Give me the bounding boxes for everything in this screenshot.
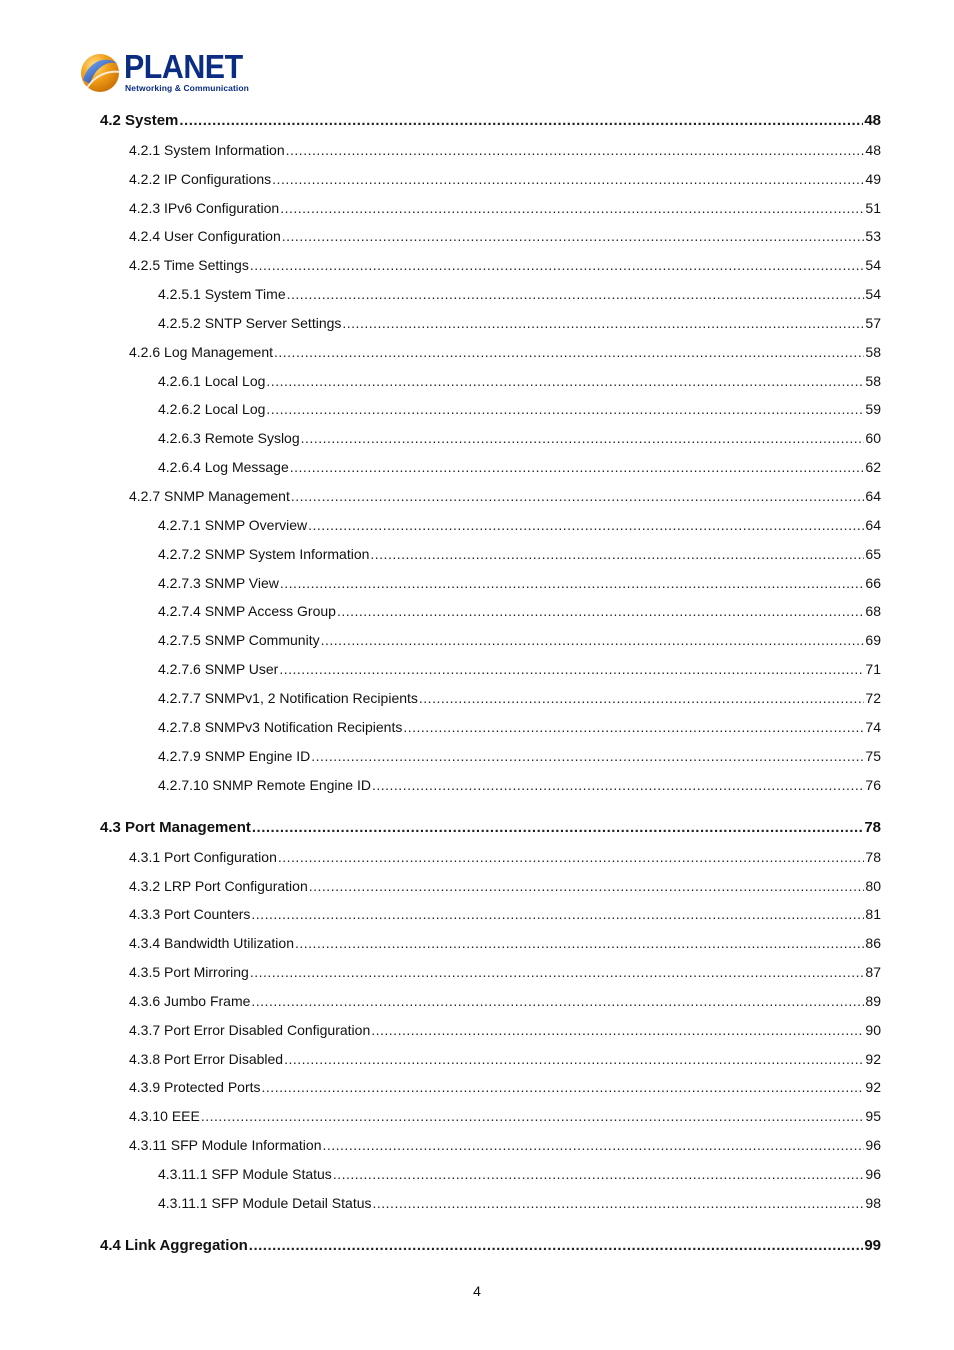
toc-leader-dots <box>250 962 865 982</box>
toc-leader-dots <box>250 255 865 275</box>
toc-leader-dots <box>284 1049 864 1069</box>
toc-entry-title: 4.3.10 EEE <box>129 1108 200 1124</box>
toc-entry-title: 4.3.7 Port Error Disabled Configuration <box>129 1022 371 1038</box>
toc-entry-title: 4.2.6 Log Management <box>129 344 273 360</box>
toc-leader-dots <box>280 573 865 593</box>
toc-entry-page: 48 <box>865 142 881 158</box>
toc-leader-dots <box>308 515 864 535</box>
toc-entry-page: 98 <box>865 1195 881 1211</box>
toc-entry-title: 4.2.7 SNMP Management <box>129 488 290 504</box>
toc-entry-title: 4.3.6 Jumbo Frame <box>129 993 251 1009</box>
toc-leader-dots <box>372 775 864 795</box>
toc-entry-title: 4.2.7.8 SNMPv3 Notification Recipients <box>158 719 403 735</box>
toc-entry[interactable] <box>100 818 881 838</box>
toc-entry[interactable] <box>158 313 881 333</box>
toc-leader-dots <box>266 371 864 391</box>
toc-entry[interactable] <box>129 342 881 362</box>
toc-entry-page: 57 <box>865 315 881 331</box>
toc-entry-page: 48 <box>864 112 881 129</box>
brand-tagline: Networking & Communication <box>125 83 249 93</box>
toc-entry-title: 4.2.6.1 Local Log <box>158 373 266 389</box>
toc-entry[interactable] <box>129 876 881 896</box>
toc-entry-page: 58 <box>865 373 881 389</box>
toc-leader-dots <box>337 601 864 621</box>
toc-entry[interactable] <box>129 255 881 275</box>
toc-entry[interactable] <box>158 428 881 448</box>
toc-entry-title: 4.2.7.6 SNMP User <box>158 661 279 677</box>
toc-leader-dots <box>274 342 864 362</box>
toc-leader-dots <box>373 1193 865 1213</box>
toc-entry-title: 4.2.4 User Configuration <box>129 228 281 244</box>
toc-leader-dots <box>278 847 865 867</box>
toc-entry-page: 92 <box>865 1079 881 1095</box>
toc-entry[interactable] <box>129 1049 881 1069</box>
toc-entry[interactable] <box>129 847 881 867</box>
toc-entry-title: 4.2.5.2 SNTP Server Settings <box>158 315 342 331</box>
toc-entry-page: 89 <box>865 993 881 1009</box>
toc-leader-dots <box>287 284 865 304</box>
toc-leader-dots <box>301 428 865 448</box>
toc-entry-title: 4.2.1 System Information <box>129 142 285 158</box>
toc-entry-title: 4.3.3 Port Counters <box>129 906 251 922</box>
toc-leader-dots <box>322 1135 864 1155</box>
toc-entry-page: 80 <box>865 878 881 894</box>
toc-entry[interactable] <box>129 169 881 189</box>
toc-leader-dots <box>311 746 864 766</box>
toc-entry[interactable] <box>129 226 881 246</box>
toc-entry-title: 4.2.7.5 SNMP Community <box>158 632 320 648</box>
toc-entry-title: 4.2.7.3 SNMP View <box>158 575 279 591</box>
toc-entry-title: 4.3.4 Bandwidth Utilization <box>129 935 294 951</box>
toc-entry-page: 51 <box>865 200 881 216</box>
toc-entry[interactable] <box>158 1193 881 1213</box>
toc-entry-title: 4.3.9 Protected Ports <box>129 1079 261 1095</box>
toc-entry-page: 76 <box>865 777 881 793</box>
toc-leader-dots <box>280 198 864 218</box>
toc-leader-dots <box>251 991 864 1011</box>
toc-entry-page: 59 <box>865 401 881 417</box>
toc-leader-dots <box>370 544 864 564</box>
toc-entry[interactable] <box>158 371 881 391</box>
toc-entry-title: 4.2.7.4 SNMP Access Group <box>158 603 336 619</box>
toc-entry-title: 4.2.7.10 SNMP Remote Engine ID <box>158 777 371 793</box>
toc-leader-dots <box>321 630 865 650</box>
toc-entry-title: 4.2.6.4 Log Message <box>158 459 289 475</box>
page-number: 4 <box>473 1283 481 1299</box>
toc-entry-page: 96 <box>865 1137 881 1153</box>
toc-entry-title: 4.3.1 Port Configuration <box>129 849 277 865</box>
toc-entry-page: 68 <box>865 603 881 619</box>
toc-entry-page: 60 <box>865 430 881 446</box>
toc-leader-dots <box>279 659 864 679</box>
toc-entry[interactable] <box>100 1236 881 1256</box>
toc-leader-dots <box>419 688 865 708</box>
toc-leader-dots <box>201 1106 865 1126</box>
toc-entry[interactable] <box>158 717 881 737</box>
toc-entry-page: 62 <box>865 459 881 475</box>
toc-entry-page: 96 <box>865 1166 881 1182</box>
toc-entry-title: 4.3.11.1 SFP Module Status <box>158 1166 332 1182</box>
toc-entry-title: 4.2.6.3 Remote Syslog <box>158 430 300 446</box>
toc-entry-title: 4.3.11.1 SFP Module Detail Status <box>158 1195 372 1211</box>
toc-entry[interactable] <box>129 198 881 218</box>
brand-name: PLANET <box>124 48 243 85</box>
toc-entry-title: 4.3.11 SFP Module Information <box>129 1137 322 1153</box>
toc-entry-page: 54 <box>865 257 881 273</box>
toc-entry-title: 4.2.5 Time Settings <box>129 257 249 273</box>
toc-entry-title: 4.2.7.7 SNMPv1, 2 Notification Recipients <box>158 690 418 706</box>
toc-leader-dots <box>272 169 864 189</box>
toc-entry-title: 4.3.8 Port Error Disabled <box>129 1051 284 1067</box>
toc-entry-title: 4.2.7.9 SNMP Engine ID <box>158 748 311 764</box>
toc-entry-title: 4.2.7.1 SNMP Overview <box>158 517 308 533</box>
toc-entry[interactable] <box>158 457 881 477</box>
toc-entry-page: 72 <box>865 690 881 706</box>
toc-entry-page: 86 <box>865 935 881 951</box>
toc-entry[interactable] <box>158 746 881 766</box>
toc-entry-page: 64 <box>865 488 881 504</box>
toc-entry[interactable] <box>158 284 881 304</box>
toc-entry-page: 71 <box>865 661 881 677</box>
toc-entry[interactable] <box>158 515 881 535</box>
toc-entry[interactable] <box>129 904 881 924</box>
toc-leader-dots <box>282 226 865 246</box>
toc-entry[interactable] <box>129 1020 881 1040</box>
toc-leader-dots <box>333 1164 865 1184</box>
globe-icon <box>78 50 122 94</box>
toc-entry-page: 75 <box>865 748 881 764</box>
toc-entry-title: 4.2.7.2 SNMP System Information <box>158 546 370 562</box>
toc-entry[interactable] <box>158 399 881 419</box>
toc-leader-dots <box>249 1236 864 1256</box>
toc-leader-dots <box>286 140 865 160</box>
toc-entry-page: 92 <box>865 1051 881 1067</box>
toc-entry[interactable] <box>158 775 881 795</box>
toc-entry[interactable] <box>158 688 881 708</box>
toc-leader-dots <box>295 933 864 953</box>
toc-entry[interactable] <box>158 659 881 679</box>
toc-entry-page: 78 <box>865 849 881 865</box>
toc-entry-title: 4.4 Link Aggregation <box>100 1237 248 1254</box>
toc-leader-dots <box>251 904 864 924</box>
toc-leader-dots <box>291 486 865 506</box>
toc-leader-dots <box>290 457 865 477</box>
toc-entry-title: 4.2.6.2 Local Log <box>158 401 266 417</box>
toc-entry[interactable] <box>129 1106 881 1126</box>
toc-entry-page: 87 <box>865 964 881 980</box>
toc-entry-page: 58 <box>865 344 881 360</box>
toc-entry-page: 81 <box>865 906 881 922</box>
toc-leader-dots <box>371 1020 864 1040</box>
toc-entry-page: 66 <box>865 575 881 591</box>
toc-entry[interactable] <box>129 486 881 506</box>
toc-entry-title: 4.2 System <box>100 112 179 129</box>
toc-leader-dots <box>262 1077 865 1097</box>
toc-entry[interactable] <box>158 630 881 650</box>
toc-leader-dots <box>252 818 863 838</box>
toc-entry-title: 4.3.5 Port Mirroring <box>129 964 249 980</box>
toc-entry[interactable] <box>100 111 881 131</box>
toc-entry[interactable] <box>158 1164 881 1184</box>
toc-entry[interactable] <box>129 962 881 982</box>
planet-logo <box>78 50 248 96</box>
toc-entry-page: 54 <box>865 286 881 302</box>
toc-entry-page: 69 <box>865 632 881 648</box>
toc-entry[interactable] <box>158 601 881 621</box>
toc-entry[interactable] <box>158 573 881 593</box>
toc-entry-page: 49 <box>865 171 881 187</box>
toc-leader-dots <box>403 717 864 737</box>
toc-entry-title: 4.2.5.1 System Time <box>158 286 286 302</box>
toc-entry[interactable] <box>129 1135 881 1155</box>
toc-entry-title: 4.2.2 IP Configurations <box>129 171 272 187</box>
toc-leader-dots <box>266 399 864 419</box>
toc-entry[interactable] <box>129 140 881 160</box>
toc-entry-page: 53 <box>865 228 881 244</box>
toc-entry-page: 90 <box>865 1022 881 1038</box>
toc-entry-title: 4.3 Port Management <box>100 819 251 836</box>
toc-entry-title: 4.2.3 IPv6 Configuration <box>129 200 280 216</box>
toc-entry[interactable] <box>129 933 881 953</box>
toc-leader-dots <box>309 876 865 896</box>
toc-entry[interactable] <box>158 544 881 564</box>
toc-entry-page: 78 <box>864 819 881 836</box>
toc-entry[interactable] <box>129 991 881 1011</box>
toc-entry-page: 65 <box>865 546 881 562</box>
toc-leader-dots <box>179 111 863 131</box>
toc-entry[interactable] <box>129 1077 881 1097</box>
toc-leader-dots <box>342 313 864 333</box>
toc-entry-title: 4.3.2 LRP Port Configuration <box>129 878 308 894</box>
toc-entry-page: 74 <box>865 719 881 735</box>
toc-entry-page: 64 <box>865 517 881 533</box>
toc-entry-page: 99 <box>864 1237 881 1254</box>
toc-entry-page: 95 <box>865 1108 881 1124</box>
